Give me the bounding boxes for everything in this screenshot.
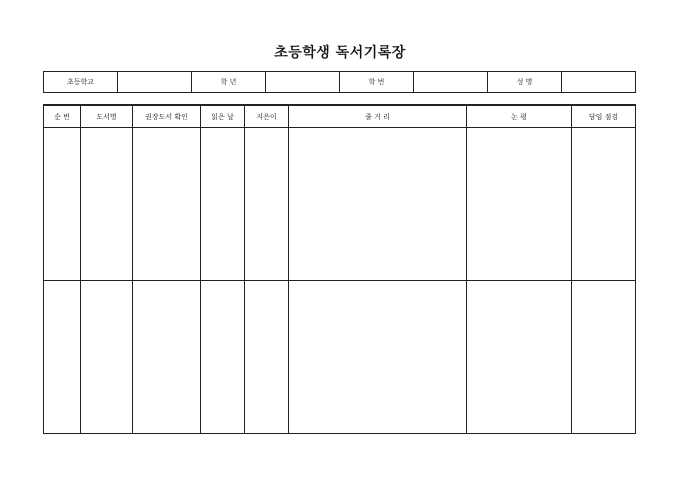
cell-date-read[interactable] — [201, 281, 245, 434]
table-header-row — [44, 105, 636, 128]
column-header-book-title: 도서명 — [81, 105, 133, 128]
student-name-label: 성 명 — [488, 72, 562, 93]
grade-field[interactable] — [266, 72, 340, 93]
cell-recommended-check[interactable] — [133, 281, 201, 434]
column-header-number: 순 번 — [44, 105, 81, 128]
student-number-label: 학 번 — [340, 72, 414, 93]
page-title: 초등학생 독서기록장 — [274, 45, 406, 61]
column-header-recommended-check: 권장도서 확인 — [133, 105, 201, 128]
cell-author[interactable] — [245, 128, 289, 281]
cell-teacher-check[interactable] — [572, 281, 636, 434]
cell-number[interactable] — [44, 128, 81, 281]
cell-book-title[interactable] — [81, 128, 133, 281]
cell-teacher-check[interactable] — [572, 128, 636, 281]
student-number-field[interactable] — [414, 72, 488, 93]
column-header-summary: 줄 거 리 — [289, 105, 467, 128]
cell-recommended-check[interactable] — [133, 128, 201, 281]
cell-summary[interactable] — [289, 281, 467, 434]
cell-number[interactable] — [44, 281, 81, 434]
cell-book-title[interactable] — [81, 281, 133, 434]
reading-log-table — [43, 104, 636, 434]
column-header-teacher-check: 담임 점검 — [572, 105, 636, 128]
column-header-date-read: 읽은 날 — [201, 105, 245, 128]
student-info-row — [44, 72, 636, 93]
student-info-table — [43, 71, 636, 93]
school-label: 초등학교 — [44, 72, 118, 93]
cell-summary[interactable] — [289, 128, 467, 281]
grade-label: 학 년 — [192, 72, 266, 93]
cell-date-read[interactable] — [201, 128, 245, 281]
school-field[interactable] — [118, 72, 192, 93]
table-row — [44, 128, 636, 281]
column-header-author: 지은이 — [245, 105, 289, 128]
student-name-field[interactable] — [562, 72, 636, 93]
cell-author[interactable] — [245, 281, 289, 434]
cell-review[interactable] — [467, 281, 572, 434]
column-header-review: 논 평 — [467, 105, 572, 128]
table-row — [44, 281, 636, 434]
cell-review[interactable] — [467, 128, 572, 281]
